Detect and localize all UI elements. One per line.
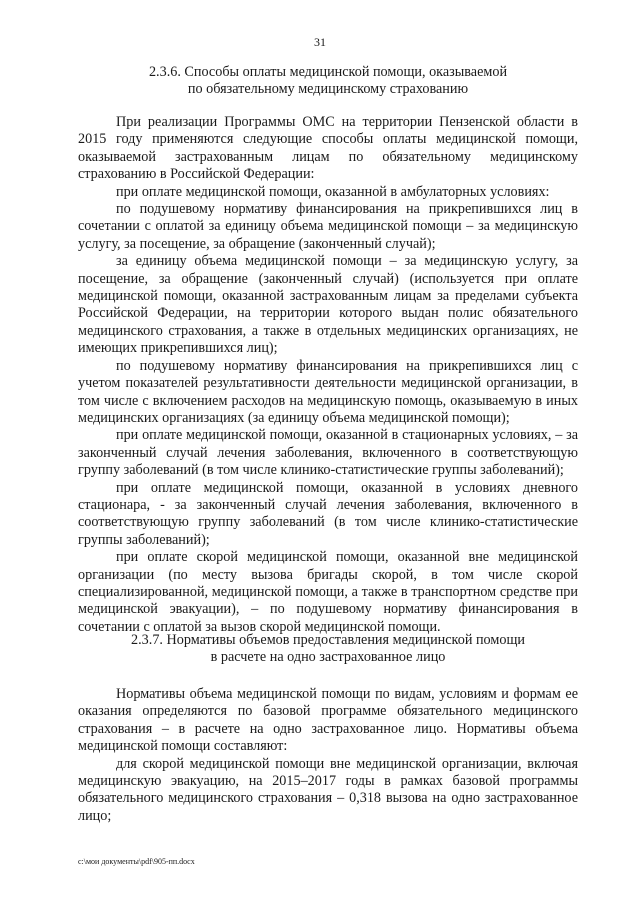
paragraph: по подушевому нормативу финансирования на прикрепившихся лиц с учетом показателей результативности деятельности медицинской организации, в том числе с включением расходов на медицинскую помощь, оказываемую в иных медицинских организациях (за единицу объема медицинской помощи); [78, 357, 578, 426]
section-body-2-3-6 [78, 114, 578, 636]
heading-line: 2.3.6. Способы оплаты медицинской помощи, оказываемой [148, 64, 508, 80]
heading-line: по обязательному медицинскому страхованию [187, 81, 469, 97]
heading-line: 2.3.7. Нормативы объемов предоставления медицинской помощи [131, 632, 525, 648]
section-heading-2-3-6 [78, 64, 578, 98]
paragraph: за единицу объема медицинской помощи – за медицинскую услугу, за посещение, за обращение (законченный случай) (используется при оплате медицинской помощи, оказанной застрахованным лицам за пределами субъекта Российской Федерации, на территории которого выдан полис обязательного медицинского страхования, а также в отдельных медицинских организациях, не имеющих прикрепившихся лиц); [78, 253, 578, 357]
paragraph: при оплате медицинской помощи, оказанной в условиях дневного стационара, - за законченный случай лечения заболевания, включенного в соответствующую группу заболеваний (в том числе клинико-статистические группы заболеваний); [78, 479, 578, 548]
heading-line: в расчете на одно застрахованное лицо [210, 649, 446, 665]
section-body-2-3-7 [78, 686, 578, 825]
paragraph: Нормативы объема медицинской помощи по видам, условиям и формам ее оказания определяются по базовой программе обязательного медицинского страхования – в расчете на одно застрахованное лицо. Нормативы объема медицинской помощи составляют: [78, 686, 578, 755]
section-heading-2-3-7 [78, 632, 578, 666]
page-number: 31 [314, 35, 326, 49]
paragraph: по подушевому нормативу финансирования на прикрепившихся лиц в сочетании с оплатой за единицу объема медицинской помощи – за медицинскую услугу, за посещение, за обращение (законченный случай); [78, 201, 578, 252]
paragraph: при оплате медицинской помощи, оказанной в стационарных условиях, – за законченный случай лечения заболевания, включенного в соответствующую группу заболеваний (в том числе клинико-статистические группы заболеваний); [78, 427, 578, 479]
footer-file-path: c:\мои документы\pdf\905-пп.docx [78, 857, 195, 866]
paragraph: при оплате скорой медицинской помощи, оказанной вне медицинской организации (по месту вызова бригады скорой, в том числе скорой специализированной, медицинской помощи, а также в транспортном средстве при медицинской эвакуации), – по подушевому нормативу финансирования в сочетании с оплатой за вызов скорой медицинской помощи. [78, 549, 578, 635]
paragraph: При реализации Программы ОМС на территории Пензенской области в 2015 году применяются следующие способы оплаты медицинской помощи, оказываемой застрахованным лицам по обязательному медицинскому страхованию в Российской Федерации: [78, 114, 578, 183]
paragraph: для скорой медицинской помощи вне медицинской организации, включая медицинскую эвакуацию, на 2015–2017 годы в рамках базовой программы обязательного медицинского страхования – 0,318 вызова на одно застрахованное лицо; [78, 755, 578, 824]
paragraph: при оплате медицинской помощи, оказанной в амбулаторных условиях: [116, 183, 550, 200]
